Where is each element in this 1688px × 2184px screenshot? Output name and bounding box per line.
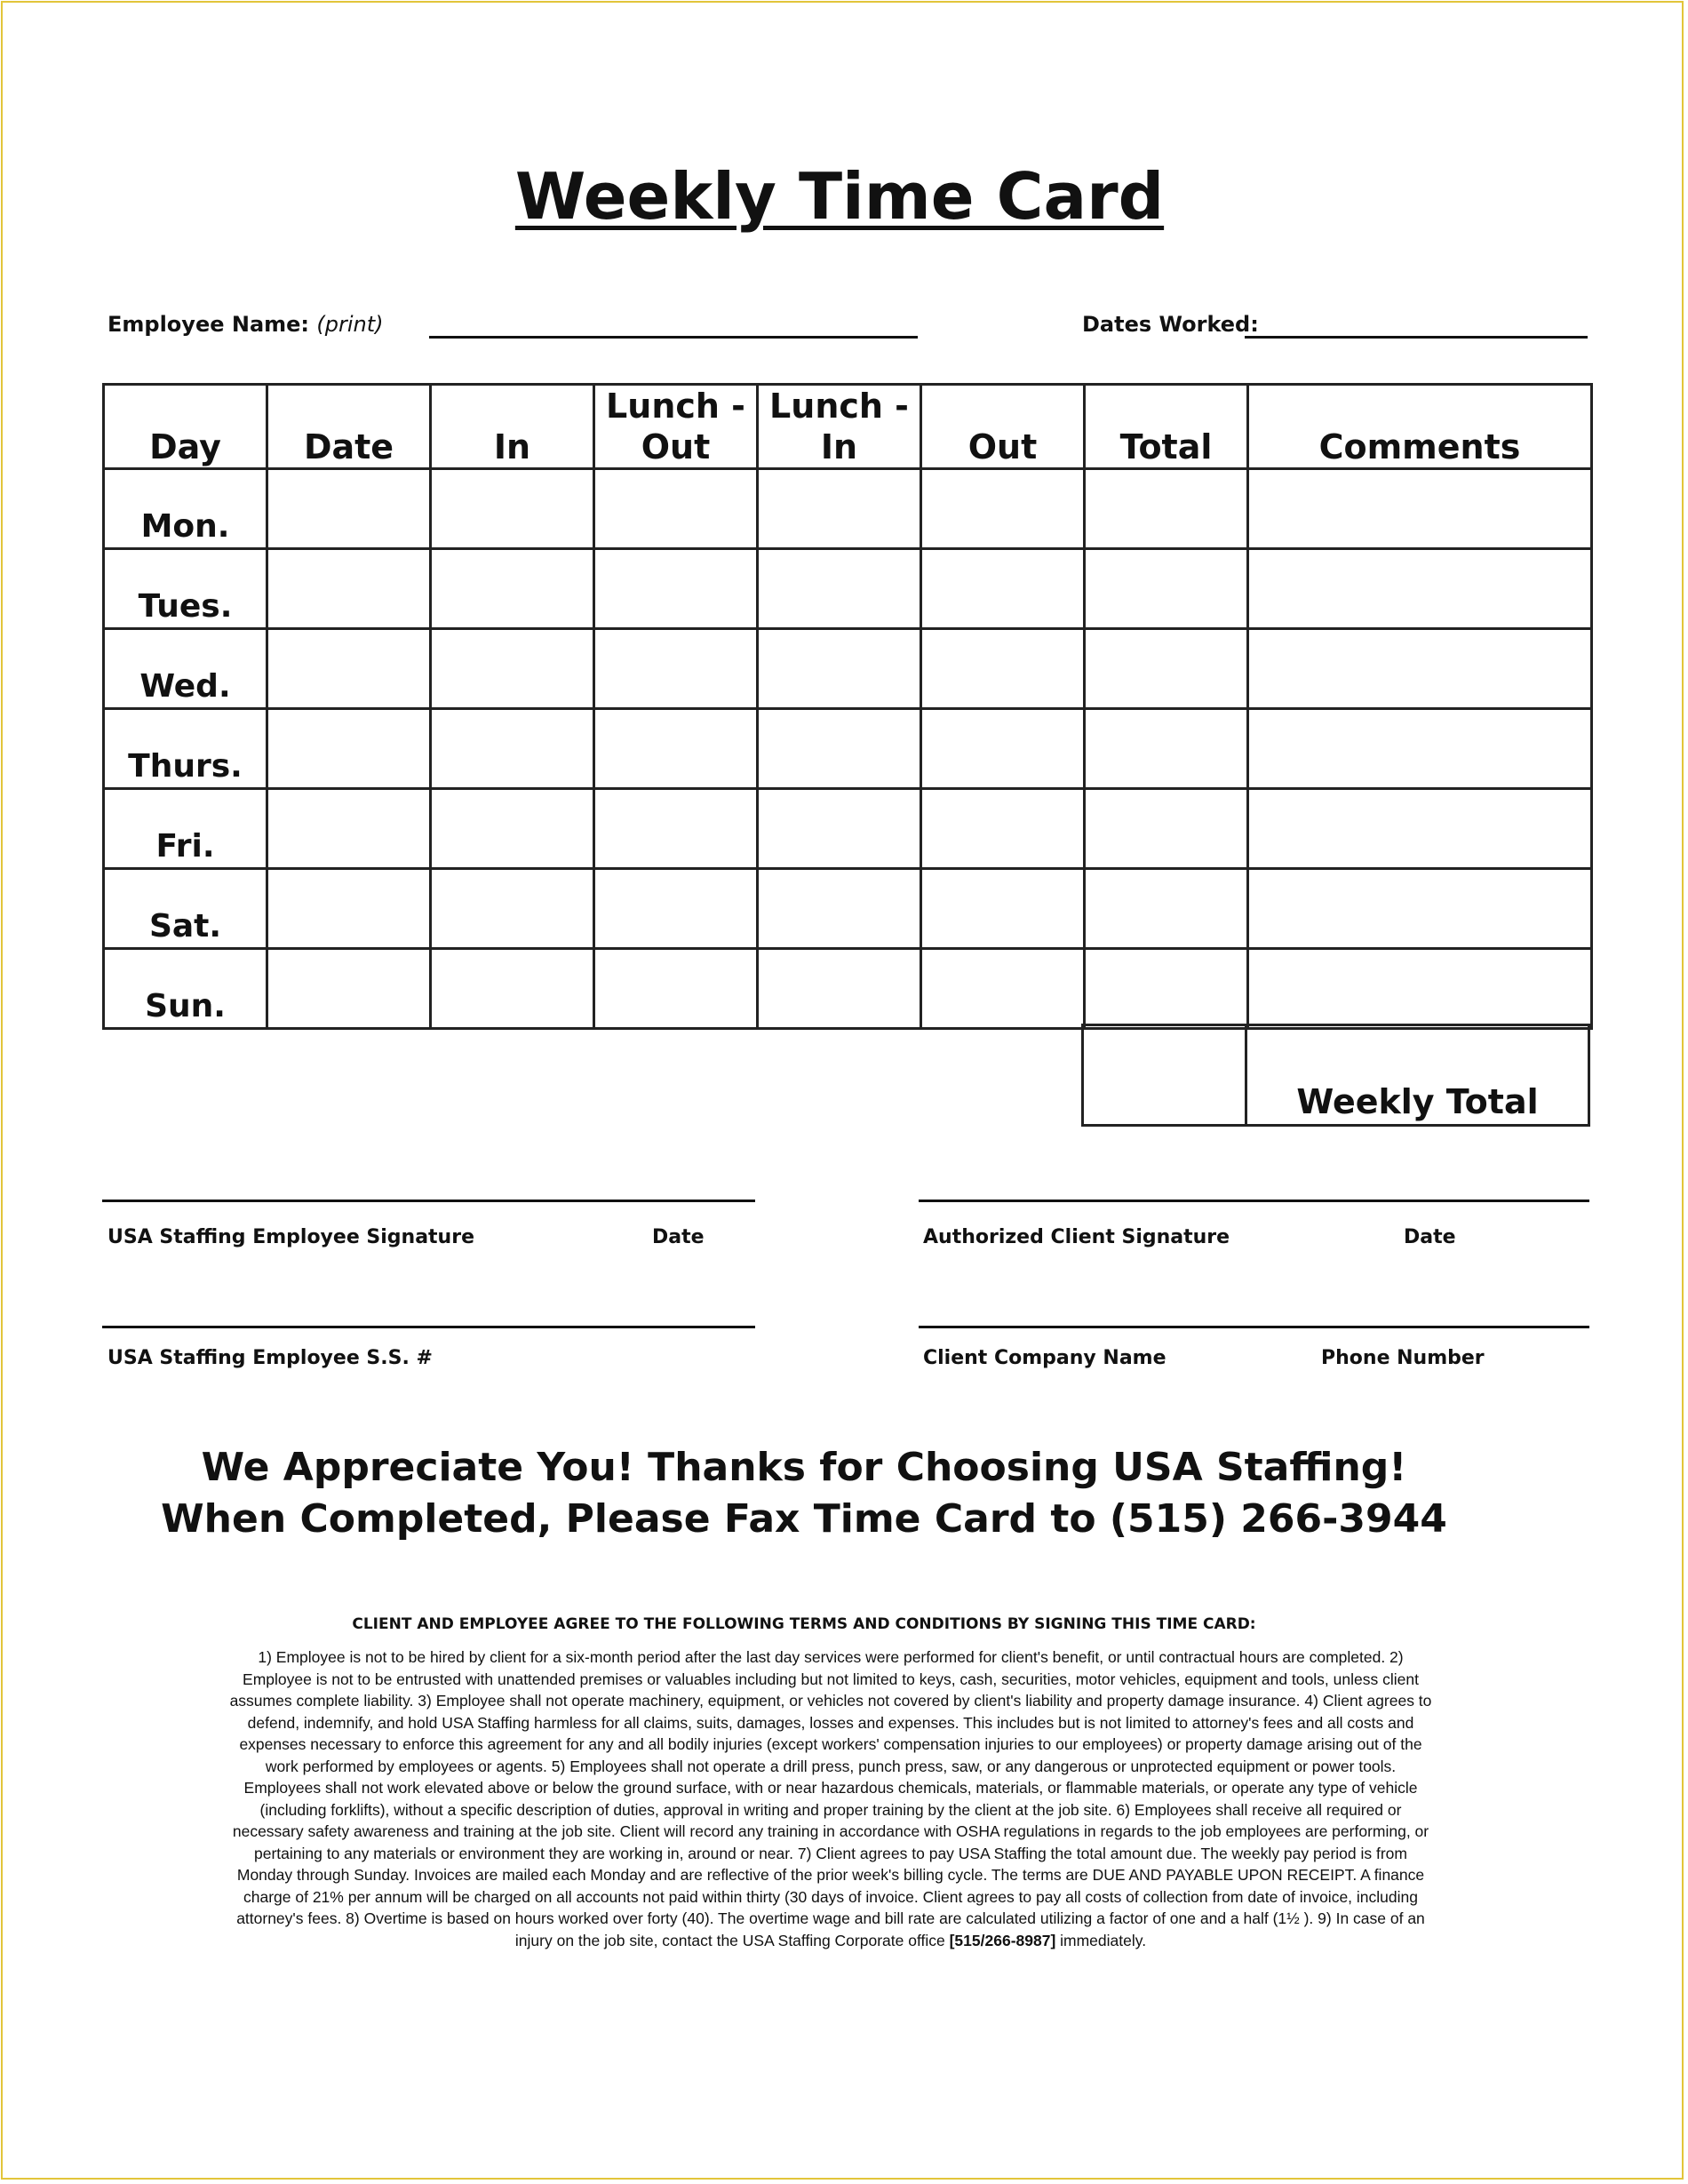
terms-heading: CLIENT AND EMPLOYEE AGREE TO THE FOLLOWING TERMS AND CONDITIONS BY SIGNING THIS TIME CARD: (352, 1615, 1256, 1633)
fax-instruction: When Completed, Please Fax Time Card to (515) 266-3944 (161, 1496, 1447, 1542)
dates-worked-field[interactable] (1245, 336, 1588, 339)
date-cell[interactable] (267, 469, 431, 549)
out-cell[interactable] (921, 469, 1085, 549)
employee-ss-line[interactable] (102, 1326, 755, 1328)
out-cell[interactable] (921, 789, 1085, 869)
total-cell[interactable] (1085, 469, 1248, 549)
total-cell[interactable] (1085, 549, 1248, 629)
time-card-table (102, 383, 1593, 1030)
total-cell[interactable] (1085, 949, 1248, 1029)
out-cell[interactable] (921, 549, 1085, 629)
client-signature-date-label: Date (1404, 1226, 1456, 1248)
corporate-phone: [515/266-8987] (949, 1931, 1056, 1949)
lunch-out-cell[interactable] (594, 789, 758, 869)
dates-worked-label: Dates Worked: (1082, 312, 1259, 337)
comments-cell[interactable] (1248, 549, 1592, 629)
total-cell[interactable] (1085, 869, 1248, 949)
date-cell[interactable] (267, 549, 431, 629)
lunch-out-cell[interactable] (594, 629, 758, 709)
col-header-lunch-out: Lunch - Out (594, 385, 758, 469)
lunch-in-cell[interactable] (758, 629, 921, 709)
lunch-out-cell[interactable] (594, 949, 758, 1029)
lunch-in-cell[interactable] (758, 949, 921, 1029)
in-cell[interactable] (431, 789, 594, 869)
lunch-out-cell[interactable] (594, 549, 758, 629)
total-cell[interactable] (1085, 789, 1248, 869)
employee-signature-date-label: Date (652, 1226, 705, 1248)
lunch-in-cell[interactable] (758, 709, 921, 789)
comments-cell[interactable] (1248, 629, 1592, 709)
date-cell[interactable] (267, 629, 431, 709)
col-header-in: In (431, 385, 594, 469)
total-cell[interactable] (1085, 709, 1248, 789)
day-label: Tues. (104, 549, 267, 629)
comments-cell[interactable] (1248, 469, 1592, 549)
day-label: Sun. (104, 949, 267, 1029)
lunch-out-cell[interactable] (594, 869, 758, 949)
out-cell[interactable] (921, 629, 1085, 709)
terms-body: 1) Employee is not to be hired by client for a six-month period after the last day services were performed for client's benefit, or until contractual hours are completed. 2) Employee is not to be entrusted with unattended premises or valuables including but not limited to keys, cash, securities, motor vehicles, equipment and tools, unless client assumes complete liability. 3) Employee shall not operate machinery, equipment, or vehicles not covered by client's liability and property damage insurance. 4) Client agrees to defend, indemnify, and hold USA Staffing harmless for all claims, suits, damages, losses and expenses. This includes but is not limited to attorney's fees and all costs and expenses necessary to enforce this agreement for any and all bodily injuries (except workers' compensation injuries to our employees) or property damage arising out of the work performed by employees or agents. 5) Employees shall not operate a drill press, punch press, saw, or any dangerous or unprotected equipment or power tools. Employees shall not work elevated above or below the ground surface, with or near hazardous chemicals, materials, or flammable materials, or operate any type of vehicle (including forklifts), without a specific description of duties, approval in writing and proper training by the client at the job site. 6) Employees shall receive all required or necessary safety awareness and training at the job site. Client will record any training in accordance with OSHA regulations in regards to the job employees are performing, or pertaining to any materials or environment they are working in, around or near. 7) Client agrees to pay USA Staffing the total amount due. The weekly pay period is from Monday through Sunday. Invoices are mailed each Monday and are reflective of the prior week's billing cycle. The terms are DUE AND PAYABLE UPON RECEIPT. A finance charge of 21% per annum will be charged on all accounts not paid within thirty (30 days of invoice. Client agrees to pay all costs of collection from date of invoice, including attorney's fees. 8) Overtime is based on hours worked over forty (40). The overtime wage and bill rate are calculated utilizing a factor of one and a half (1½ ). 9) In case of an injury on the job site, contact the USA Staffing Corporate office [515/266-8987] immediately. (229, 1648, 1432, 1949)
in-cell[interactable] (431, 469, 594, 549)
date-cell[interactable] (267, 789, 431, 869)
client-company-label: Client Company Name (923, 1347, 1166, 1369)
date-cell[interactable] (267, 949, 431, 1029)
col-header-total: Total (1085, 385, 1248, 469)
comments-cell[interactable] (1248, 789, 1592, 869)
phone-number-label: Phone Number (1321, 1347, 1485, 1369)
date-cell[interactable] (267, 869, 431, 949)
employee-signature-label: USA Staffing Employee Signature (107, 1226, 474, 1248)
table-row (104, 789, 1592, 869)
lunch-in-cell[interactable] (758, 869, 921, 949)
lunch-in-cell[interactable] (758, 549, 921, 629)
col-header-out: Out (921, 385, 1085, 469)
lunch-out-cell[interactable] (594, 469, 758, 549)
table-header-row (104, 385, 1592, 469)
weekly-total-value-cell[interactable] (1081, 1024, 1247, 1127)
day-label: Sat. (104, 869, 267, 949)
client-signature-label: Authorized Client Signature (923, 1226, 1230, 1248)
comments-cell[interactable] (1248, 869, 1592, 949)
comments-cell[interactable] (1248, 949, 1592, 1029)
weekly-total-label-cell (1245, 1024, 1590, 1127)
date-cell[interactable] (267, 709, 431, 789)
employee-name-field[interactable] (429, 336, 918, 339)
col-header-lunch-in: Lunch - In (758, 385, 921, 469)
col-header-comments: Comments (1248, 385, 1592, 469)
in-cell[interactable] (431, 629, 594, 709)
employee-name-hint: (print) (316, 312, 384, 337)
day-label: Thurs. (104, 709, 267, 789)
employee-signature-line[interactable] (102, 1200, 755, 1202)
out-cell[interactable] (921, 709, 1085, 789)
table-row (104, 549, 1592, 629)
table-row (104, 949, 1592, 1029)
employee-ss-label: USA Staffing Employee S.S. # (107, 1347, 433, 1369)
day-label: Mon. (104, 469, 267, 549)
in-cell[interactable] (431, 549, 594, 629)
out-cell[interactable] (921, 869, 1085, 949)
table-row (104, 469, 1592, 549)
day-label: Wed. (104, 629, 267, 709)
lunch-in-cell[interactable] (758, 789, 921, 869)
col-header-day: Day (104, 385, 267, 469)
table-row (104, 709, 1592, 789)
in-cell[interactable] (431, 709, 594, 789)
out-cell[interactable] (921, 949, 1085, 1029)
lunch-in-cell[interactable] (758, 469, 921, 549)
client-company-line[interactable] (919, 1326, 1589, 1328)
page-title: Weekly Time Card (514, 159, 1165, 234)
in-cell[interactable] (431, 949, 594, 1029)
lunch-out-cell[interactable] (594, 709, 758, 789)
client-signature-line[interactable] (919, 1200, 1589, 1202)
employee-name-label: Employee Name: (print) (107, 312, 384, 337)
in-cell[interactable] (431, 869, 594, 949)
day-label: Fri. (104, 789, 267, 869)
weekly-total-label: Weekly Total (1296, 1082, 1539, 1121)
col-header-date: Date (267, 385, 431, 469)
table-row (104, 629, 1592, 709)
thanks-line-1: We Appreciate You! Thanks for Choosing USA Staffing! (201, 1445, 1407, 1490)
total-cell[interactable] (1085, 629, 1248, 709)
comments-cell[interactable] (1248, 709, 1592, 789)
table-row (104, 869, 1592, 949)
